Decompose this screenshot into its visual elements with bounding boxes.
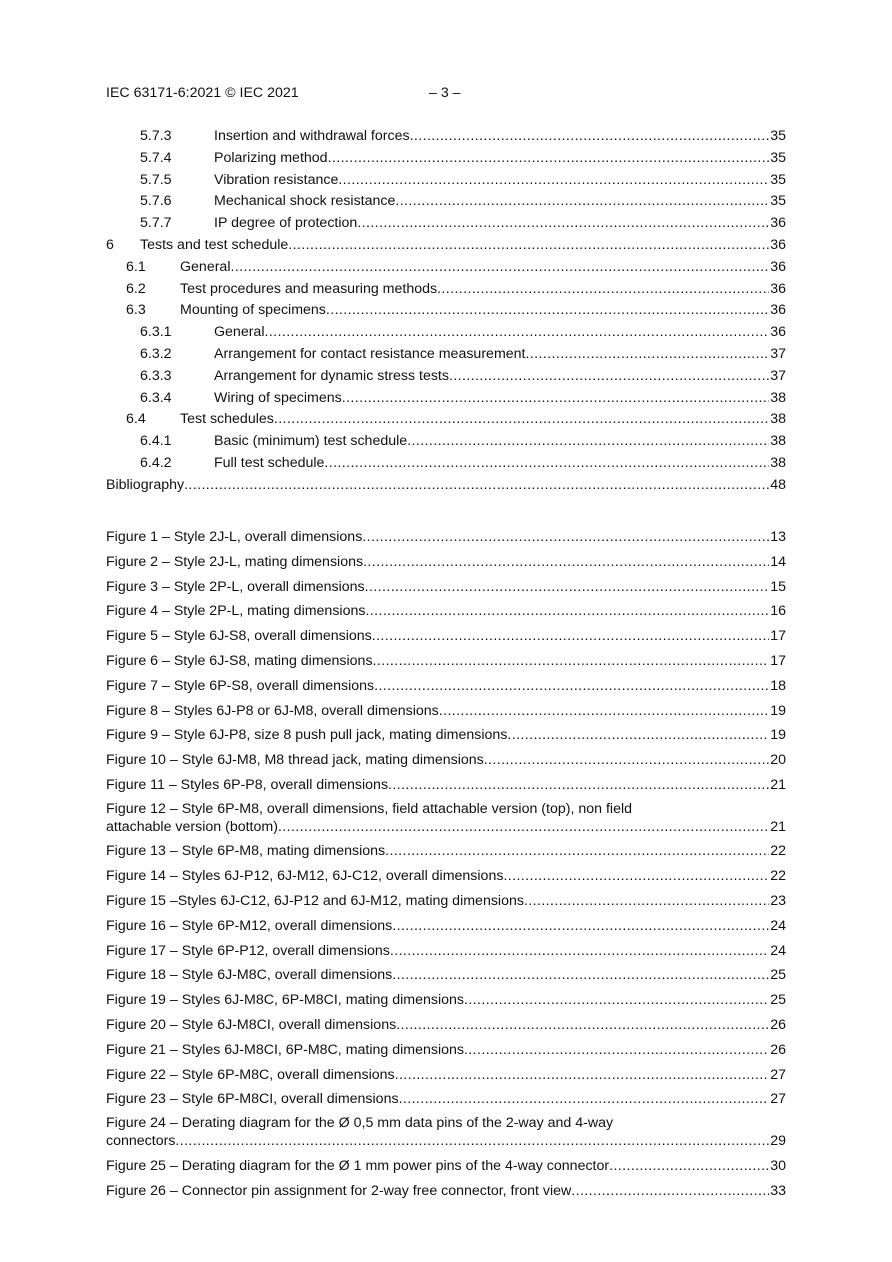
figure-entry-page: 25 [770,967,786,984]
figure-entry-page: 25 [770,992,786,1009]
toc-entry[interactable] [106,300,786,322]
figure-entry-title: Figure 24 – Derating diagram for the Ø 0,5 mm data pins of the 2-way and 4-way [106,1115,614,1132]
figure-entry[interactable] [106,1181,786,1206]
dot-leader [464,1040,769,1060]
figure-entry-title: Figure 6 – Style 6J-S8, mating dimensions [106,652,373,669]
figure-entry-page: 27 [770,1066,786,1083]
figure-entry-title: Figure 5 – Style 6J-S8, overall dimensions [106,628,372,645]
figure-entry-title: Figure 16 – Style 6P-M12, overall dimensions [106,917,393,934]
figure-entry[interactable] [106,1156,786,1181]
figure-entry[interactable] [106,701,786,726]
figure-entry[interactable] [106,841,786,866]
toc-entry-title: Mounting of specimens [180,302,326,319]
dot-leader [357,213,769,235]
toc-entry-title: Polarizing method [214,149,328,166]
toc-entry-page: 48 [770,476,786,493]
dot-leader [363,552,769,572]
toc-entry-title: Test schedules [180,411,274,428]
dot-leader [278,818,769,836]
figure-entry-page: 16 [770,603,786,620]
dot-leader [365,577,770,597]
figure-entry-page: 15 [770,578,786,595]
dot-leader [374,676,769,696]
toc-entry-page: 36 [770,324,786,341]
figure-entry-page: 22 [770,843,786,860]
toc-entry[interactable] [106,388,786,410]
figure-entry-page: 24 [770,942,786,959]
figure-entry-page: 20 [770,752,786,769]
dot-leader [338,170,769,192]
figure-entry-page: 22 [770,868,786,885]
dot-leader [342,388,769,410]
dot-leader [407,431,769,453]
toc-entry-title: Arrangement for dynamic stress tests [214,367,449,384]
figure-entry-title: Figure 3 – Style 2P-L, overall dimensions [106,578,365,595]
figure-entry-title: Figure 1 – Style 2J-L, overall dimensions [106,529,363,545]
toc-entry-page: 35 [770,149,786,166]
toc-entry-title: General [180,258,231,275]
figure-entry-title: Figure 22 – Style 6P-M8C, overall dimensions [106,1066,395,1083]
figure-entry-page: 13 [770,529,786,545]
toc-entry-title: Insertion and withdrawal forces [214,128,410,144]
dot-leader [571,1181,769,1201]
dot-leader [395,1065,770,1085]
toc-entry-number: 6.3.1 [140,324,172,341]
dot-leader [524,891,769,911]
toc-entry-title: Mechanical shock resistance [214,193,396,210]
figure-entry[interactable] [106,651,786,676]
figure-entry-title: Figure 21 – Styles 6J-M8CI, 6P-M8C, mating dimensions [106,1041,464,1058]
figure-entry[interactable] [106,1040,786,1065]
toc-entry[interactable] [106,453,786,475]
figure-entry-title: Figure 9 – Style 6J-P8, size 8 push pull jack, mating dimensions [106,727,508,744]
toc-entry[interactable] [106,148,786,170]
figure-entry[interactable] [106,676,786,701]
toc-entry-title: Test procedures and measuring methods [180,280,438,297]
toc-entry-number: 5.7.4 [140,149,172,166]
figure-entry-title-continued: connectors [106,1133,176,1150]
toc-entry-number: 6.1 [126,258,146,275]
figure-entry[interactable] [106,1015,786,1040]
figure-entry[interactable] [106,527,786,552]
figure-entry-page: 26 [770,1016,786,1033]
figure-entry-page: 30 [770,1157,786,1174]
table-of-contents [106,126,786,497]
document-id: IEC 63171-6:2021 © IEC 2021 [106,85,299,101]
dot-leader [484,750,770,770]
figure-entry-title: Figure 25 – Derating diagram for the Ø 1 mm power pins of the 4-way connector [106,1157,610,1174]
toc-entry-number: 6 [106,236,114,253]
figure-entry-title: Figure 2 – Style 2J-L, mating dimensions [106,553,364,570]
figure-entry[interactable] [106,775,786,800]
toc-entry-number: 6.3 [126,302,146,319]
toc-entry[interactable] [106,431,786,453]
toc-entry[interactable] [106,235,786,257]
figure-entry[interactable] [106,941,786,966]
toc-entry-page: 37 [770,367,786,384]
figure-entry-title: Figure 8 – Styles 6J-P8 or 6J-M8, overall dimensions [106,702,439,719]
dot-leader [507,725,769,745]
dot-leader [365,601,769,621]
figure-entry[interactable] [106,750,786,775]
dot-leader [464,990,769,1010]
toc-entry[interactable] [106,475,786,497]
toc-entry[interactable] [106,213,786,235]
dot-leader [525,344,769,366]
toc-entry-page: 38 [770,454,786,471]
dot-leader [326,300,769,322]
figure-entry-page: 17 [770,652,786,669]
figure-entry[interactable] [106,891,786,916]
figure-entry-page: 14 [770,553,786,570]
figure-entry[interactable] [106,1089,786,1114]
toc-entry-title: General [214,324,265,341]
figure-entry[interactable] [106,916,786,941]
toc-entry[interactable] [106,191,786,213]
dot-leader [449,366,769,388]
toc-entry-number: 5.7.6 [140,193,172,210]
figure-entry[interactable] [106,601,786,626]
dot-leader [399,1089,770,1109]
toc-entry-title: Vibration resistance [214,171,339,188]
figure-entry-title: Figure 7 – Style 6P-S8, overall dimensions [106,677,375,694]
figure-entry[interactable] [106,800,786,842]
figure-entry-page: 19 [770,702,786,719]
toc-entry-number: 5.7.5 [140,171,172,188]
figure-entry-title: Figure 26 – Connector pin assignment for 2-way free connector, front view [106,1182,572,1199]
figure-entry-title: Figure 11 – Styles 6P-P8, overall dimensions [106,776,389,793]
toc-entry-page: 38 [770,411,786,428]
page-header [106,85,786,105]
figure-entry-title: Figure 18 – Style 6J-M8C, overall dimensions [106,967,393,984]
toc-entry-number: 6.3.3 [140,367,172,384]
figure-entry-page: 19 [770,727,786,744]
figure-entry-title: Figure 13 – Style 6P-M8, mating dimensions [106,843,386,860]
dot-leader [362,527,769,547]
toc-entry-number: 6.2 [126,280,146,297]
toc-entry-number: 5.7.3 [140,128,172,144]
figure-entry[interactable] [106,1065,786,1090]
figure-entry-page: 24 [770,917,786,934]
toc-entry-page: 36 [770,280,786,297]
figure-entry-title: Figure 19 – Styles 6J-M8C, 6P-M8CI, mating dimensions [106,992,464,1009]
toc-entry[interactable] [106,257,786,279]
dot-leader [184,475,769,497]
figure-entry-page: 29 [770,1133,786,1150]
figure-entry-page: 26 [770,1041,786,1058]
figure-entry[interactable] [106,577,786,602]
toc-entry-title: Basic (minimum) test schedule [214,433,408,450]
figure-entry-page: 17 [770,628,786,645]
figure-entry-title: Figure 23 – Style 6P-M8CI, overall dimensions [106,1091,399,1108]
toc-entry[interactable] [106,279,786,301]
figure-entry-page: 23 [770,892,786,909]
toc-entry[interactable] [106,126,786,148]
toc-entry-page: 35 [770,171,786,188]
dot-leader [503,866,769,886]
dot-leader [324,453,769,475]
toc-entry-number: 6.3.4 [140,389,172,406]
list-of-figures [106,527,786,1205]
toc-entry-title: Tests and test schedule [140,236,289,253]
figure-entry-title: Figure 10 – Style 6J-M8, M8 thread jack, mating dimensions [106,752,484,769]
figure-entry-page: 33 [770,1182,786,1199]
figure-entry[interactable] [106,626,786,651]
toc-entry-title: Wiring of specimens [214,389,342,406]
toc-entry-number: 6.4.2 [140,454,172,471]
dot-leader [230,257,769,279]
dot-leader [372,626,769,646]
toc-entry[interactable] [106,366,786,388]
figure-entry-title: Figure 15 –Styles 6J-C12, 6J-P12 and 6J-M12, mating dimensions [106,892,524,909]
toc-entry[interactable] [106,170,786,192]
figure-entry[interactable] [106,552,786,577]
dot-leader [288,235,769,257]
dot-leader [388,775,769,795]
figure-entry-page: 21 [770,818,786,835]
toc-entry[interactable] [106,322,786,344]
toc-entry[interactable] [106,344,786,366]
dot-leader [609,1156,769,1176]
figure-entry-title: Figure 12 – Style 6P-M8, overall dimensions, field attachable version (top), non field [106,800,632,817]
figure-entry-page: 27 [770,1091,786,1108]
toc-entry-page: 36 [770,236,786,253]
toc-entry-number: 6.4 [126,411,146,428]
dot-leader [373,651,770,671]
figure-entry-title-continued: attachable version (bottom) [106,818,278,835]
dot-leader [390,941,769,961]
toc-entry-number: 6.4.1 [140,433,172,450]
dot-leader [392,916,769,936]
figure-entry-title: Figure 17 – Style 6P-P12, overall dimensions [106,942,390,959]
dot-leader [410,126,770,148]
figure-entry-title: Figure 14 – Styles 6J-P12, 6J-M12, 6J-C12, overall dimensions [106,868,504,885]
page-number: – 3 – [429,85,461,101]
dot-leader [274,409,769,431]
toc-entry-number: 5.7.7 [140,215,172,232]
toc-entry-page: 35 [770,193,786,210]
figure-entry[interactable] [106,965,786,990]
figure-entry[interactable] [106,1114,786,1156]
dot-leader [264,322,769,344]
dot-leader [396,1015,769,1035]
figure-entry[interactable] [106,725,786,750]
figure-entry-page: 18 [770,677,786,694]
toc-entry-page: 35 [770,128,786,144]
dot-leader [392,965,769,985]
dot-leader [385,841,769,861]
figure-entry-title: Figure 4 – Style 2P-L, mating dimensions [106,603,366,620]
toc-entry-page: 36 [770,302,786,319]
toc-entry-page: 38 [770,389,786,406]
dot-leader [395,191,769,213]
toc-entry-page: 37 [770,345,786,362]
figure-entry[interactable] [106,990,786,1015]
toc-entry-page: 36 [770,215,786,232]
toc-entry-title: Full test schedule [214,454,325,471]
toc-entry-page: 38 [770,433,786,450]
toc-entry-number: 6.3.2 [140,345,172,362]
toc-entry-page: 36 [770,258,786,275]
toc-entry-title: Arrangement for contact resistance measurement [214,345,526,362]
dot-leader [175,1132,769,1150]
figure-entry-page: 21 [770,776,786,793]
figure-entry-title: Figure 20 – Style 6J-M8CI, overall dimensions [106,1016,397,1033]
figure-entry[interactable] [106,866,786,891]
toc-entry[interactable] [106,409,786,431]
dot-leader [439,701,769,721]
dot-leader [437,279,769,301]
dot-leader [328,148,770,170]
toc-entry-title: IP degree of protection [214,215,358,232]
toc-entry-title: Bibliography [106,476,185,493]
